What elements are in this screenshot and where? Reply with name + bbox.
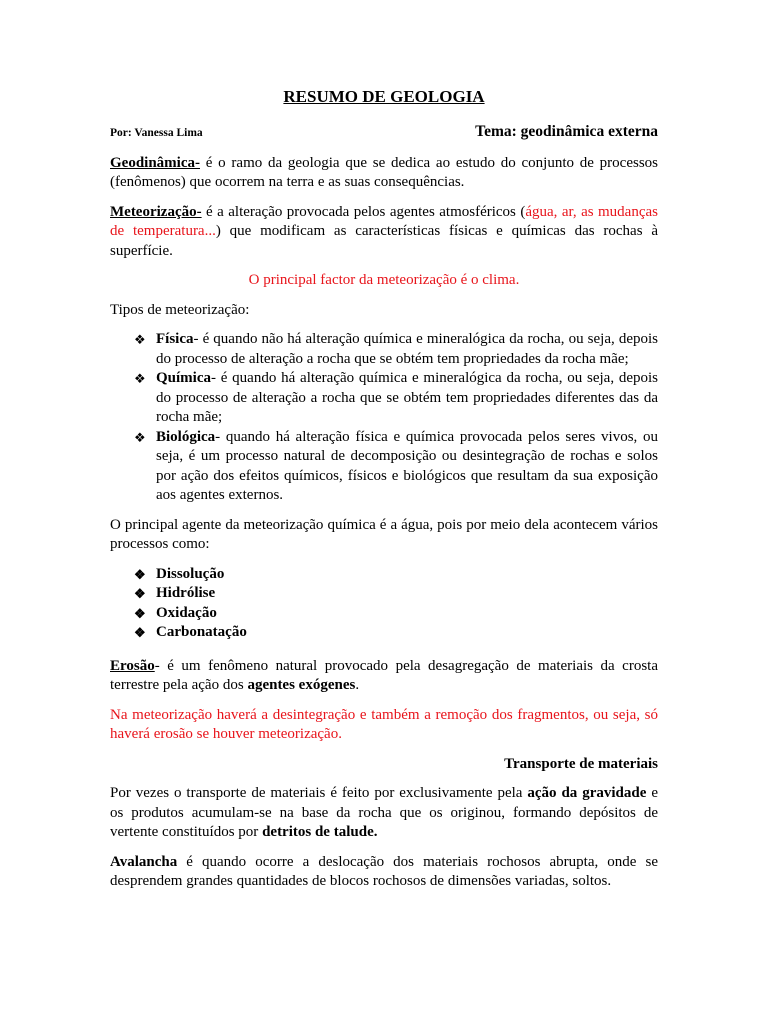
erosao-term: Erosão: [110, 657, 155, 674]
transporte-text-pre: Por vezes o transporte de materiais é feito por exclusivamente pela: [110, 785, 528, 801]
tipo-text: - quando há alteração física e química provocada pelos seres vivos, ou seja, é um processo natural de decomposição ou desintegração de rochas e solos por ação dos efeitos químicos, físicos e biológicos que resultam da sua exposição aos agentes externos.: [156, 428, 658, 503]
erosao-note: Na meteorização haverá a desintegração e também a remoção dos fragmentos, ou seja, só haverá erosão se houver meteorização.: [110, 706, 658, 742]
erosao-paragraph: [110, 657, 658, 696]
tipo-text: - é quando há alteração química e mineralógica da rocha, ou seja, depois do processo de alteração a rocha que se obtém tem propriedades diferentes das da rocha mãe;: [156, 370, 658, 425]
tipo-term: Biológica: [156, 428, 216, 445]
meteorizacao-agents: água, ar, as mudanças de temperatura...: [110, 203, 658, 239]
transporte-paragraph: [110, 784, 658, 843]
geodinamica-paragraph: [110, 154, 658, 193]
list-item: [134, 565, 658, 585]
diamond-bullet-icon: ❖: [134, 566, 146, 582]
list-item: [134, 584, 658, 604]
processo-label: Dissolução: [156, 565, 225, 582]
tipos-list: [110, 330, 658, 506]
list-item: [134, 604, 658, 624]
list-item: [134, 428, 658, 506]
tipo-text: - é quando não há alteração química e mineralógica da rocha, ou seja, depois do processo de alteração a rocha que se obtém tem propriedades da rocha mãe;: [156, 331, 658, 367]
meteorizacao-term: Meteorização-: [110, 203, 202, 220]
principal-factor-note: O principal factor da meteorização é o clima.: [248, 272, 520, 288]
avalancha-term: Avalancha: [110, 853, 178, 870]
avalancha-paragraph: [110, 853, 658, 892]
list-item: [134, 369, 658, 428]
geodinamica-text: é o ramo da geologia que se dedica ao estudo do conjunto de processos (fenômenos) que ocorrem na terra e as suas consequências.: [110, 154, 658, 190]
document-content: [110, 86, 658, 902]
list-item: [134, 330, 658, 369]
diamond-bullet-icon: ❖: [134, 429, 146, 445]
diamond-bullet-icon: ❖: [134, 625, 146, 640]
tipos-heading: Tipos de meteorização:: [110, 301, 250, 318]
document-title: RESUMO DE GEOLOGIA: [283, 87, 485, 106]
diamond-bullet-icon: ❖: [134, 605, 146, 621]
meteorizacao-paragraph: [110, 203, 658, 262]
meteorizacao-text-post: ) que modificam as características físicas e químicas das rochas à superfície.: [110, 223, 659, 259]
author-line: Por: Vanessa Lima: [110, 127, 203, 139]
transporte-detritos: detritos de talude.: [262, 824, 378, 840]
tipo-term: Física: [156, 331, 194, 347]
diamond-bullet-icon: ❖: [134, 586, 146, 601]
processos-list: [110, 565, 658, 643]
erosao-text-post: .: [355, 677, 360, 693]
tipo-term: Química: [156, 370, 211, 386]
processo-label: Carbonatação: [156, 624, 247, 640]
transporte-gravidade: ação da gravidade: [527, 785, 647, 801]
list-item: [134, 623, 658, 643]
document-meta: [110, 122, 658, 144]
agente-paragraph: O principal agente da meteorização química é a água, pois por meio dela acontecem vários processos como:: [110, 516, 658, 552]
geodinamica-term: Geodinâmica-: [110, 154, 200, 171]
avalancha-text: é quando ocorre a deslocação dos materiais rochosos abrupta, onde se desprendem grandes quantidades de blocos rochosos de dimensões variadas, soltos.: [110, 853, 658, 889]
processo-label: Oxidação: [156, 604, 217, 621]
transporte-heading: Transporte de materiais: [504, 755, 658, 772]
erosao-agents: agentes exógenes: [247, 677, 356, 693]
theme-line: Tema: geodinâmica externa: [475, 123, 658, 140]
diamond-bullet-icon: ❖: [134, 371, 146, 386]
transporte-text-mid: e os produtos acumulam-se na base da rocha que os originou, formando depósitos de vertente constituídos por: [110, 785, 658, 840]
processo-label: Hidrólise: [156, 585, 216, 601]
meteorizacao-text-pre: é a alteração provocada pelos agentes atmosféricos (: [201, 203, 526, 220]
diamond-bullet-icon: ❖: [134, 332, 146, 347]
erosao-text-pre: - é um fenômeno natural provocado pela desagregação de materiais da crosta terrestre pela ação dos: [110, 657, 658, 693]
